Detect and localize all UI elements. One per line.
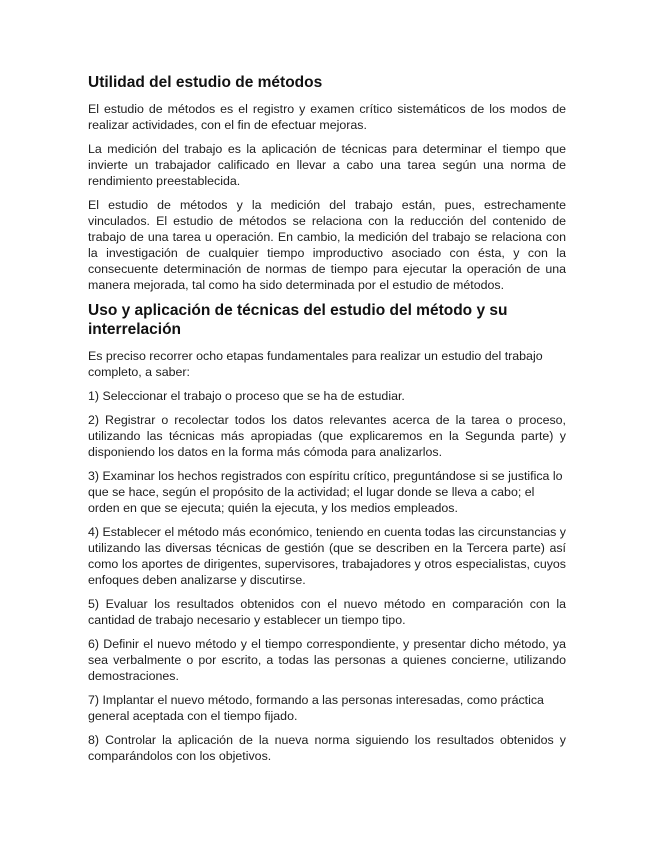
step-1: 1) Seleccionar el trabajo o proceso que se ha de estudiar. <box>88 389 405 403</box>
step-6: 6) Definir el nuevo método y el tiempo correspondiente, y presentar dicho método, ya sea verbalmente o por escrito, a todas las personas a quienes concierne, utilizando demostraciones. <box>88 637 566 683</box>
step-7: 7) Implantar el nuevo método, formando a las personas interesadas, como práctica general aceptada con el tiempo fijado. <box>88 693 544 723</box>
step-3: 3) Examinar los hechos registrados con espíritu crítico, preguntándose si se justifica lo que se hace, según el propósito de la actividad; el lugar donde se lleva a cabo; el orden en que se ejecuta; quién la ejecuta, y los medios empleados. <box>88 469 563 515</box>
document-page <box>88 73 566 772</box>
section-title-utilidad: Utilidad del estudio de métodos <box>88 74 323 91</box>
step-5: 5) Evaluar los resultados obtenidos con el nuevo método en comparación con la cantidad de trabajo necesario y establecer un tiempo tipo. <box>88 597 566 627</box>
paragraph-estudio-metodos: El estudio de métodos es el registro y examen crítico sistemáticos de los modos de realizar actividades, con el fin de efectuar mejoras. <box>88 102 566 132</box>
paragraph-vinculacion: El estudio de métodos y la medición del trabajo están, pues, estrechamente vinculados. El estudio de métodos se relaciona con la reducción del contenido de trabajo de una tarea u operación. En cambio, la medición del trabajo se relaciona con la investigación de cualquier tiempo improductivo asociado con ésta, y con la consecuente determinación de normas de tiempo para ejecutar la operación de una manera mejorada, tal como ha sido determinada por el estudio de métodos. <box>88 198 566 292</box>
paragraph-etapas-intro: Es preciso recorrer ocho etapas fundamentales para realizar un estudio del trabajo completo, a saber: <box>88 349 543 379</box>
step-4: 4) Establecer el método más económico, teniendo en cuenta todas las circunstancias y utilizando las diversas técnicas de gestión (que se describen en la Tercera parte) así como los aportes de dirigentes, supervisores, trabajadores y otros especialistas, cuyos enfoques deben analizarse y discutirse. <box>88 525 566 587</box>
step-2: 2) Registrar o recolectar todos los datos relevantes acerca de la tarea o proceso, utilizando las técnicas más apropiadas (que explicaremos en la Segunda parte) y disponiendo los datos en la forma más cómoda para analizarlos. <box>88 413 566 459</box>
section-title-uso-aplicacion: Uso y aplicación de técnicas del estudio del método y su interrelación <box>88 302 508 338</box>
step-8: 8) Controlar la aplicación de la nueva norma siguiendo los resultados obtenidos y comparándolos con los objetivos. <box>88 733 566 763</box>
paragraph-medicion-trabajo: La medición del trabajo es la aplicación de técnicas para determinar el tiempo que invierte un trabajador calificado en llevar a cabo una tarea según una norma de rendimiento preestablecida. <box>88 142 566 188</box>
